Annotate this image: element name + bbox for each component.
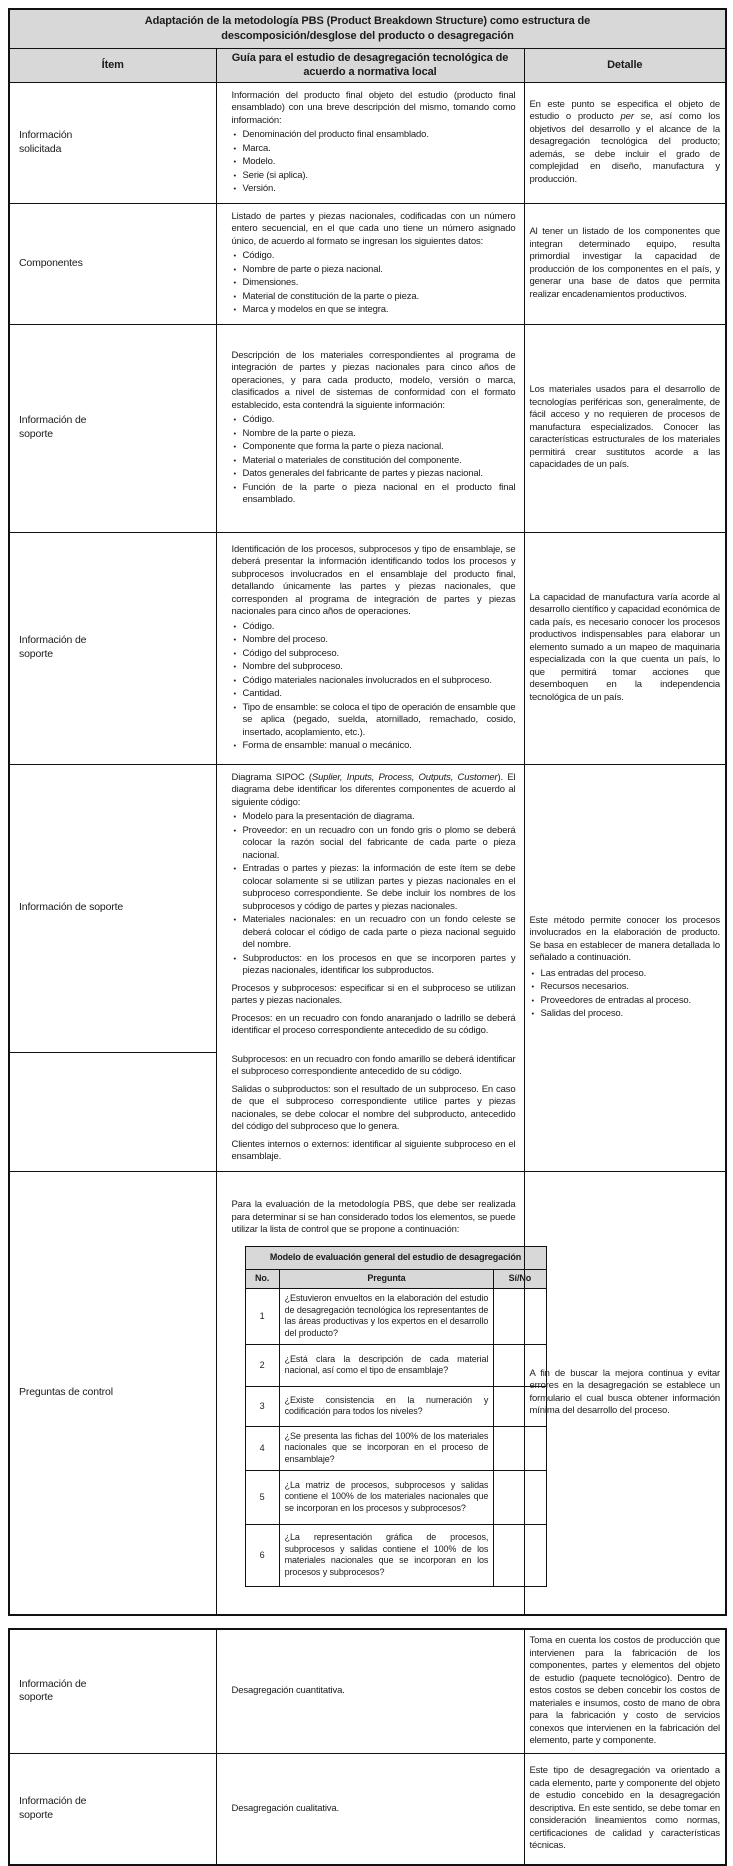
checklist-number: 2 [245,1344,279,1386]
column-header-detail: Detalle [524,49,726,83]
guide-cell [216,1753,524,1865]
bullet-item: • Salidas del proceso. [530,1008,721,1021]
bullet-item: • Código. [232,250,516,263]
item-label: Preguntas de control [19,1386,113,1399]
guide-cell [216,324,524,532]
checklist-row [245,1344,546,1386]
bullet-item: • Entradas o partes y piezas: la información de este ítem se debe colocar solamente si se utilizan partes y piezas nacionales en el subproceso correspondiente. Se debe incluir los nombres de los subprocesos y código de partes y piezas nacionales. [232,863,516,913]
checklist-row [245,1386,546,1426]
guide-bullet-list [232,414,516,507]
item-cell [9,203,216,324]
bullet-item: • Componente que forma la parte o pieza nacional. [232,441,516,454]
guide-bullet-list [232,621,516,753]
guide-intro: Identificación de los procesos, subprocesos y tipo de ensamblaje, se deberá presentar la información identificando todos los procesos y subprocesos involucrados en el ensamblaje del producto final, detallando únicamente las partes y piezas nacionales, que corresponden al programa de integración de partes y piezas nacionales para cinco años de operaciones. [231,543,516,618]
bullet-item: • Cantidad. [232,688,516,701]
checklist-number: 3 [245,1386,279,1426]
checklist-title: Modelo de evaluación general del estudio de desagregación [245,1246,546,1269]
item-cell [9,764,216,1171]
item-label: Información de soporte [19,1677,87,1704]
guide-paragraph: Procesos y subprocesos: especificar si en el subproceso se utilizan partes y piezas nacionales. [231,982,516,1007]
detail-cell [524,324,726,532]
bullet-item: • Materiales nacionales: en un recuadro con un fondo celeste se deberá colocar el código de cada parte o pieza nacional seguido del nombre. [232,914,516,952]
guide-cell [216,82,524,203]
detail-text: Al tener un listado de los componentes que integran determinado equipo, resulta primordial investigar la capacidad de producción de los componentes en el país, y generar una base de datos que permita realizar encadenamientos productivos. [529,226,721,300]
bullet-item: • Nombre del proceso. [232,634,516,647]
detail-text: , así como los objetivos del desarrollo y el alcance de la desagregación tecnológica del producto; además, se debe incluir el grado de complejidad en diseño, manufactura y producción. [529,111,721,185]
guide-cell [216,1171,532,1615]
item-cell [9,532,216,764]
bullet-item: • Código. [232,414,516,427]
bullet-item: • Modelo para la presentación de diagrama. [232,811,516,824]
table-title-row [9,9,726,49]
bullet-item: • Material o materiales de constitución del componente. [232,455,516,468]
bullet-item: • Versión. [232,183,516,196]
checklist-header-row [245,1269,546,1288]
checklist-question: ¿Está clara la descripción de cada material nacional, así como el tipo de ensamblaje? [279,1344,494,1386]
checklist-number: 1 [245,1288,279,1344]
detail-text: La capacidad de manufactura varía acorde al desarrollo científico y capacidad económica de cada país, es necesario conocer los procesos productivos indispensables para elaborar un elemento sumado a un mapeo de maquinaria especializada con la que cuenta un país, lo que permitirá tomar acciones que desemboquen en la independencia tecnológica de un país. [529,591,721,703]
guide-text: Desagregación cualitativa. [231,1802,340,1814]
detail-cell [524,532,726,764]
bullet-item: • Código materiales nacionales involucrados en el subproceso. [232,675,516,688]
table-row [9,324,726,532]
guide-intro: Información del producto final objeto del estudio (producto final ensamblado) con una breve descripción del mismo, tomando como información: [231,89,516,126]
checklist-row [245,1288,546,1344]
detail-text: Este tipo de desagregación va orientado a cada elemento, parte y componente del objeto de estudio concebido en la desagregación descriptiva. En este sentido, se debe tomar en consideración lineamientos como normas, certificaciones de calidad y características técnicas. [529,1765,720,1852]
detail-cell [524,203,726,324]
detail-cell [524,1629,726,1753]
item-label: Información de soporte [19,901,124,914]
item-label: Información de soporte [19,414,87,441]
item-label: Componentes [19,256,83,269]
bullet-item: • Nombre del subproceso. [232,661,516,674]
detail-text: Este método permite conocer los procesos involucrados en la elaboración de producto. Se basa en establecer de manera detallada lo señalado a continuación. [529,914,721,964]
checklist-number: 6 [245,1524,279,1586]
guide-paragraph: Clientes internos o externos: identificar al siguiente subproceso en el ensamblaje. [231,1138,516,1163]
guide-paragraph: Subprocesos: en un recuadro con fondo amarillo se deberá identificar el subproceso correspondiente antecedido de su código. [231,1053,516,1078]
guide-intro-italic: Suplier, Inputs, Process, Outputs, Customer [311,771,498,783]
bullet-item: • Tipo de ensamble: se coloca el tipo de operación de ensamble que se aplica (pegado, suelda, atornillado, remachado, cosido, insertado, acoplamiento, etc.). [232,702,516,740]
table-row [9,1171,726,1615]
detail-cell [524,1753,726,1865]
bullet-item: • Modelo. [232,156,516,169]
checklist-title-row [245,1246,546,1269]
detail-cell [524,82,726,203]
guide-paragraph: Salidas o subproductos: son el resultado de un subproceso. En caso de que el subproceso correspondiente utilice partes y piezas nacionales, se debe colocar el nombre del subproducto, antecedido del código del subproceso que lo genera. [231,1083,516,1133]
bullet-item: • Nombre de la parte o pieza. [232,428,516,441]
guide-cell [216,764,524,1171]
checklist-header-yesno: Sí/No [494,1269,546,1288]
bullet-item: • Denominación del producto final ensamblado. [232,129,516,142]
bullet-item: • Recursos necesarios. [530,981,721,994]
bullet-item: • Nombre de parte o pieza nacional. [232,264,516,277]
bullet-item: • Las entradas del proceso. [530,968,721,981]
table-row [9,82,726,203]
checklist-row [245,1524,546,1586]
item-label: Información solicitada [19,128,73,155]
detail-cell [524,764,726,1171]
pbs-methodology-table-continued [8,1628,727,1866]
guide-intro: Listado de partes y piezas nacionales, codificadas con un número entero secuencial, en el que cada uno tiene un número asignado único, de acuerdo al formato se ingresan los siguientes datos: [231,210,516,247]
bullet-item: • Código. [232,621,516,634]
pbs-methodology-table [8,8,727,1616]
item-cell [9,324,216,532]
bullet-item: • Forma de ensamble: manual o mecánico. [232,740,516,753]
column-header-guide [216,49,524,83]
detail-bullet-list [530,968,721,1021]
guide-paragraph: Procesos: en un recuadro con fondo anaranjado o ladrillo se deberá identificar el proceso correspondiente antecedido de su código. [231,1012,516,1037]
guide-bullet-list [232,250,516,317]
bullet-item: • Marca. [232,143,516,156]
item-label: Información de soporte [19,634,87,661]
item-label: Información de soporte [19,1795,87,1821]
bullet-item: • Marca y modelos en que se integra. [232,304,516,317]
detail-text: A fin de buscar la mejora continua y evitar errores en la desagregación se establece un formulario el cual busca obtener información mínima del desarrollo del proceso. [529,1367,721,1417]
checklist-question: ¿La matriz de procesos, subprocesos y salidas contiene el 100% de los materiales nacionales que se incorporan en los procesos y subprocesos? [279,1470,494,1524]
checklist-header-no: No. [245,1269,279,1288]
checklist-number: 5 [245,1470,279,1524]
guide-cell [216,203,524,324]
bullet-item: • Proveedores de entradas al proceso. [530,995,721,1008]
guide-text: Desagregación cuantitativa. [231,1685,345,1697]
table-row [9,1629,726,1753]
guide-cell [216,1629,524,1753]
checklist-question: ¿Estuvieron envueltos en la elaboración del estudio de desagregación tecnológica los representantes de las áreas productivas y los expertos en el desarrollo del producto? [279,1288,494,1344]
bullet-item: • Proveedor: en un recuadro con un fondo gris o plomo se deberá colocar la razón social del fabricante de cada parte o pieza nacional. [232,825,516,863]
bullet-item: • Material de constitución de la parte o pieza. [232,291,516,304]
checklist-question: ¿Se presenta las fichas del 100% de los materiales nacionales que se incorporan en el proceso de ensamblaje? [279,1426,494,1470]
checklist-number: 4 [245,1426,279,1470]
checklist-question: ¿Existe consistencia en la numeración y codificación para todos los niveles? [279,1386,494,1426]
column-header-item: Ítem [9,49,216,83]
table-row [9,1753,726,1865]
bullet-item: • Código del subproceso. [232,648,516,661]
item-cell [9,1171,216,1615]
table-title [9,9,726,49]
item-cell [9,82,216,203]
table-block-gap [8,1616,725,1628]
bullet-item: • Datos generales del fabricante de partes y piezas nacional. [232,468,516,481]
guide-cell [216,532,524,764]
guide-bullet-list [232,811,516,978]
detail-text: Los materiales usados para el desarrollo de tecnologías periféricas son, generalmente, de fácil acceso y no requieren de procesos de manufactura especializados. Conocer las características estructurales de los materiales permitirá crear sustitutos acorde a las capacidades de un país. [529,384,721,471]
guide-intro-text: Diagrama SIPOC ( [231,771,312,783]
checklist-row [245,1470,546,1524]
detail-text: En este punto se especifica el objeto de estudio o producto [529,98,721,123]
item-label-container [10,765,216,1053]
guide-intro: Descripción de los materiales correspondientes al programa de integración de partes y piezas nacionales para cinco años de operaciones, y para cada producto, modelo, versión o marca, clasificados a nivel de sistemas de conformidad con el formato establecido, esta contendrá la siguiente información: [231,349,516,411]
checklist-question: ¿La representación gráfica de procesos, subprocesos y salidas contiene el 100% de los materiales nacionales que se incorporan en los procesos y subprocesos? [279,1524,494,1586]
guide-intro [232,772,516,810]
item-cell [9,1753,216,1865]
bullet-item: • Subproductos: en los procesos en que se incorporen partes y piezas nacionales, identificar los subproductos. [232,953,516,978]
detail-text-italic: per se [620,111,651,123]
guide-intro-text: ). El diagrama debe identificar los diferentes componentes de acuerdo al siguiente código: [231,771,516,808]
bullet-item: • Función de la parte o pieza nacional en el producto final ensamblado. [232,482,516,507]
detail-cell [524,1171,726,1615]
guide-intro: Para la evaluación de la metodología PBS, que debe ser realizada para determinar si se han considerado todos los elementos, se puede utilizar la lista de control que se propone a continuación: [231,1199,516,1236]
guide-bullet-list [232,129,516,196]
checklist-row [245,1426,546,1470]
table-row [9,203,726,324]
table-row [9,532,726,764]
item-cell [9,1629,216,1753]
column-header-row [9,49,726,83]
bullet-item: • Serie (si aplica). [232,170,516,183]
column-header-guide-text: Guía para el estudio de desagregación tecnológica de acuerdo a normativa local [231,52,509,79]
detail-text: Toma en cuenta los costos de producción que intervienen para la fabricación de los componentes, partes y elementos del objeto de estudio (paquete tecnológico). Dentro de estos costos se deben concebir los costos de materiales e insumos, costo de mano de obra para la fabricación y costo de servicios conexos que intervienen en la fabricación del elemento, parte y componente. [529,1635,720,1747]
table-title-text: Adaptación de la metodología PBS (Product Breakdown Structure) como estructura de descomposición/desglose del producto o desagregación [144,15,591,42]
bullet-item: • Dimensiones. [232,277,516,290]
evaluation-checklist-table [245,1246,547,1587]
checklist-header-question: Pregunta [279,1269,494,1288]
table-row [9,764,726,1171]
